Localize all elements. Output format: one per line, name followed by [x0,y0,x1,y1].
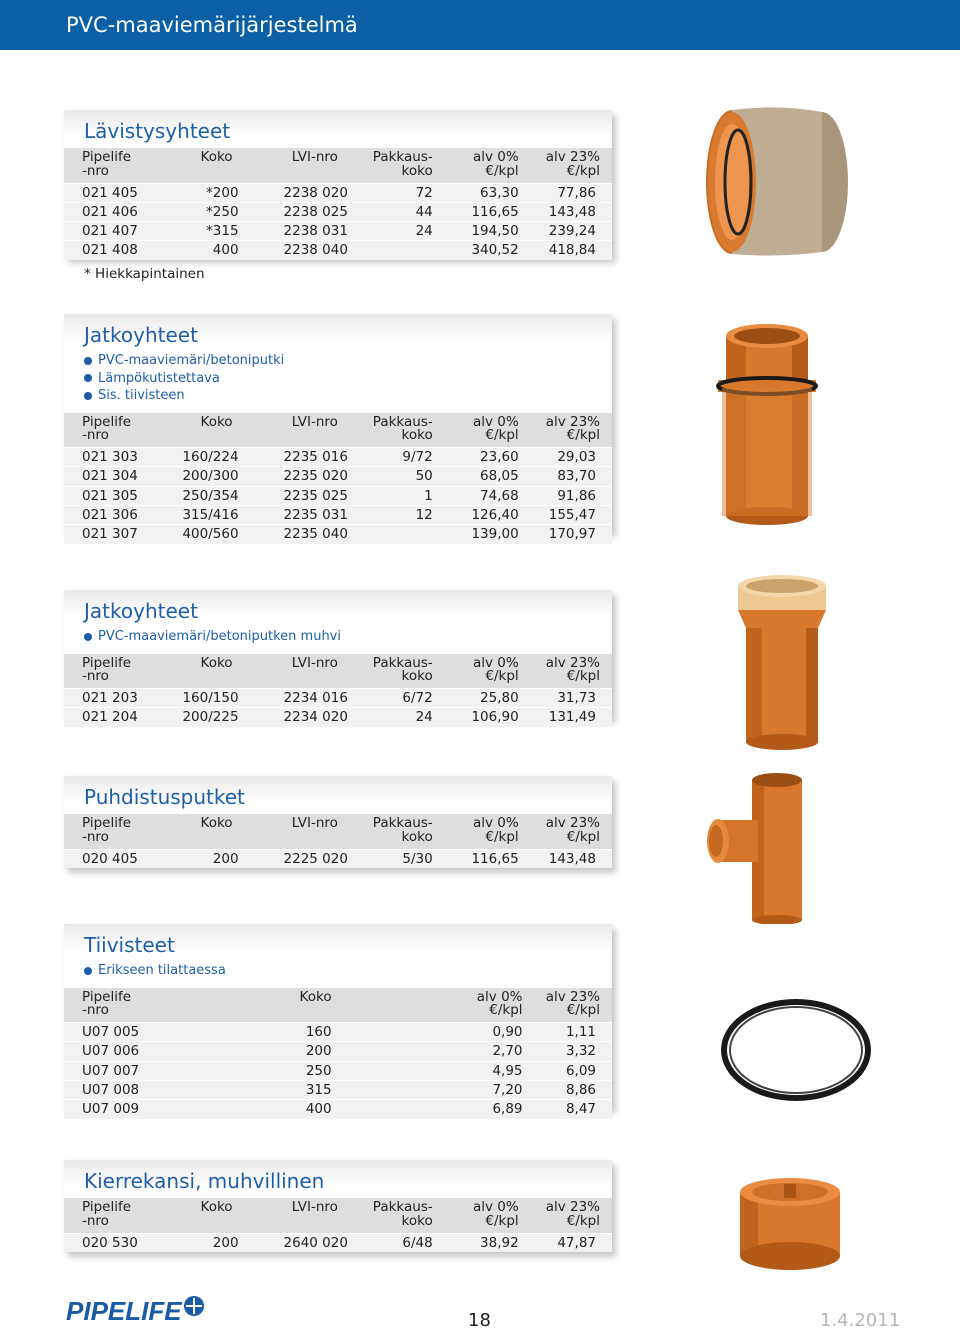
panel-puhdistusputket [64,776,612,868]
table-row: 021 303 160/224 2235 016 9/72 23,60 29,03 [64,448,612,467]
col-pakkauskoko: Pakkaus- koko [372,149,433,179]
page-number: 18 [468,1310,491,1331]
col-koko: Koko [200,1199,233,1215]
table-row: 021 203 160/150 2234 016 6/72 25,80 31,73 [64,689,612,708]
col-alv0: alv 0% €/kpl [472,1199,519,1229]
table-row: 021 407 *315 2238 031 24 194,50 239,24 [64,222,612,241]
col-pipelife-nro: Pipelife -nro [82,654,132,685]
table-header [64,988,612,1023]
col-koko: Koko [200,815,233,831]
col-koko: Koko [200,149,233,165]
table-row: 021 204 200/225 2234 020 24 106,90 131,49 [64,708,612,727]
col-pipelife-nro: Pipelife -nro [82,413,132,444]
footnote: * Hiekkapintainen [84,266,205,282]
col-pipelife-nro: Pipelife -nro [82,988,132,1019]
col-pakkauskoko: Pakkaus- koko [372,815,433,845]
bullet-item: Erikseen tilattaessa [64,962,612,980]
panel-jatkoyhteet-2 [64,590,612,726]
table-row: 021 305 250/354 2235 025 1 74,68 91,86 [64,486,612,505]
product-image-puhdistusputki [700,772,840,924]
table-row: 020 405 200 2225 020 5/30 116,65 143,48 [64,849,612,868]
product-image-kierrekansi [730,1170,850,1280]
col-lvi-nro: LVI-nro [291,654,338,671]
page-title: PVC-maaviemärijärjestelmä [66,13,358,37]
bullet-dot-icon [84,633,92,641]
table-header [64,814,612,849]
col-lvi-nro: LVI-nro [291,413,338,430]
product-image-jatkoyhde [712,296,822,526]
table-row: U07 009 400 6,89 8,47 [64,1100,612,1119]
col-koko: Koko [299,988,332,1005]
col-alv23: alv 23% €/kpl [545,1199,600,1229]
product-image-muhvi [722,566,842,756]
col-pipelife-nro: Pipelife -nro [82,1199,132,1229]
table-row: 021 405 *200 2238 020 72 63,30 77,86 [64,183,612,202]
col-koko: Koko [200,413,233,430]
col-pakkauskoko: Pakkaus- koko [372,413,433,444]
bullet-item: PVC-maaviemäri/betoniputki [64,352,612,370]
table-header [64,1198,612,1233]
page-header [0,0,960,50]
col-alv0: alv 0% €/kpl [472,654,519,685]
col-alv23: alv 23% €/kpl [545,815,600,845]
col-alv0: alv 0% €/kpl [472,149,519,179]
product-table [64,988,612,1119]
bullet-item: Lämpökutistettava [64,370,612,388]
col-lvi-nro: LVI-nro [291,149,338,165]
col-alv0: alv 0% €/kpl [476,988,523,1019]
bullet-dot-icon [84,967,92,975]
bullet-item: Sis. tiivisteen [64,387,612,405]
product-image-lavistysyhde [702,104,852,264]
section-title: Puhdistusputket [64,776,612,814]
col-alv23: alv 23% €/kpl [545,654,600,685]
col-alv0: alv 0% €/kpl [472,815,519,845]
product-table [64,814,612,868]
col-alv23: alv 23% €/kpl [545,413,600,444]
table-row: 021 406 *250 2238 025 44 116,65 143,48 [64,202,612,221]
panel-tiivisteet [64,924,612,1118]
logo-text: PIPELIFE [66,1296,182,1326]
col-pipelife-nro: Pipelife -nro [82,815,132,845]
table-row: U07 005 160 0,90 1,11 [64,1023,612,1042]
panel-jatkoyhteet-1 [64,314,612,543]
table-row: 021 306 315/416 2235 031 12 126,40 155,47 [64,505,612,524]
section-title: Jatkoyhteet [64,314,612,352]
table-row: U07 007 250 4,95 6,09 [64,1061,612,1080]
bullet-dot-icon [84,392,92,400]
section-title: Lävistysyhteet [64,110,612,148]
bullet-dot-icon [84,357,92,365]
table-row: 021 408 400 2238 040 340,52 418,84 [64,241,612,260]
product-table [64,413,612,544]
section-title: Jatkoyhteet [64,590,612,628]
table-row: 021 307 400/560 2235 040 139,00 170,97 [64,525,612,544]
product-table [64,654,612,727]
table-header [64,148,612,183]
panel-lavistysyhteet [64,110,612,258]
product-image-tiiviste [716,994,876,1106]
panel-kierrekansi [64,1160,612,1252]
col-lvi-nro: LVI-nro [291,1199,338,1215]
col-alv23: alv 23% €/kpl [545,988,600,1019]
table-row: U07 006 200 2,70 3,32 [64,1042,612,1061]
col-pakkauskoko: Pakkaus- koko [372,1199,433,1229]
col-koko: Koko [200,654,233,671]
col-lvi-nro: LVI-nro [291,815,338,831]
product-table [64,148,612,260]
table-row: 021 304 200/300 2235 020 50 68,05 83,70 [64,467,612,486]
col-alv0: alv 0% €/kpl [472,413,519,444]
col-pakkauskoko: Pakkaus- koko [372,654,433,685]
product-table [64,1198,612,1252]
table-header [64,654,612,689]
table-header [64,413,612,448]
col-alv23: alv 23% €/kpl [545,149,600,179]
bullet-item: PVC-maaviemäri/betoniputken muhvi [64,628,612,646]
col-pipelife-nro: Pipelife -nro [82,149,132,179]
publish-date: 1.4.2011 [820,1310,901,1331]
pipelife-logo [66,1290,216,1330]
table-row: 020 530 200 2640 020 6/48 38,92 47,87 [64,1233,612,1252]
table-row: U07 008 315 7,20 8,86 [64,1080,612,1099]
section-title: Kierrekansi, muhvillinen [64,1160,612,1198]
bullet-dot-icon [84,374,92,382]
section-title: Tiivisteet [64,924,612,962]
